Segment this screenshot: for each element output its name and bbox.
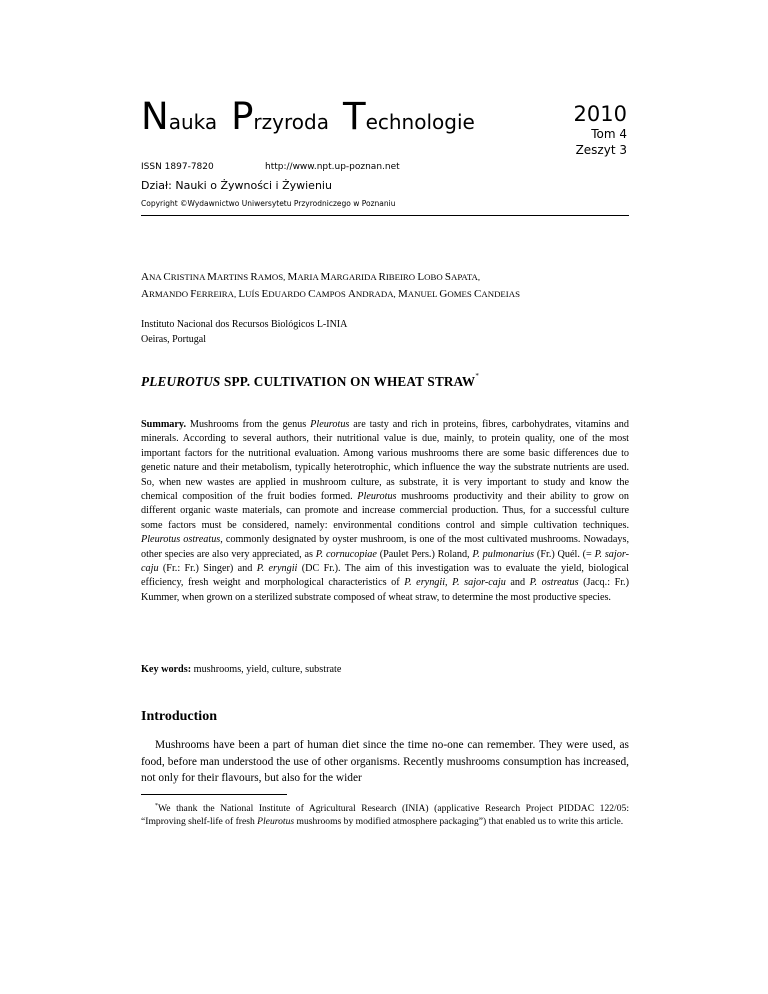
text-run: , commonly designated by oyster mushroom, is one of the most cultivated mushrooms. Nowadays, other species are also very appreciated, as bbox=[141, 534, 629, 560]
author-name-initial: R bbox=[378, 271, 386, 283]
author-name-smallcaps: ERREIRA, bbox=[196, 289, 239, 299]
issn-url-line bbox=[141, 162, 400, 172]
species-name: P. sajor-caju bbox=[141, 548, 629, 575]
author-name-initial: F bbox=[190, 288, 197, 300]
journal-name-word-1: Nauka bbox=[141, 95, 218, 138]
text-run: (Fr.) Quél. (= bbox=[534, 548, 595, 560]
author-name-initial: C bbox=[474, 288, 482, 300]
text-run: (Paulet Pers.) Roland, bbox=[376, 548, 473, 560]
text-run: (Jacq.: Fr.) Kummer, when grown on a sterilized substrate composed of wheat straw, to determine the most productive species. bbox=[141, 577, 630, 603]
author-line-2 bbox=[141, 286, 631, 303]
keywords bbox=[141, 664, 341, 675]
author-name-smallcaps: RMANDO bbox=[148, 289, 191, 299]
footnote-divider bbox=[141, 794, 287, 795]
author-name-smallcaps: DUARDO bbox=[268, 289, 309, 299]
species-name: Pleurotus bbox=[257, 816, 295, 827]
author-name-initial: E bbox=[261, 288, 269, 300]
species-name: P. eryngii bbox=[404, 577, 446, 589]
title-rest: SPP. CULTIVATION ON WHEAT STRAW bbox=[220, 374, 476, 389]
author-line-1 bbox=[141, 269, 631, 286]
journal-title bbox=[141, 95, 489, 138]
introduction-paragraph: Mushrooms have been a part of human diet since the time no-one can remember. They were used, as food, before man understood the use of other organisms. Recently mushrooms consumption has increased, not only for their flavours, but also for the wider bbox=[141, 739, 629, 784]
introduction-body bbox=[141, 737, 629, 787]
author-name-initial: L bbox=[238, 288, 246, 300]
author-name-initial: A bbox=[141, 288, 149, 300]
author-name-smallcaps: OMES bbox=[447, 289, 475, 299]
title-genus: PLEUROTUS bbox=[141, 374, 221, 389]
species-name: Pleurotus bbox=[357, 491, 397, 503]
text-run: and bbox=[505, 577, 530, 589]
journal-name-word-3: Technologie bbox=[342, 95, 475, 138]
author-name-initial: M bbox=[320, 271, 331, 283]
author-name-initial: A bbox=[141, 271, 149, 283]
species-name: P. cornucopiae bbox=[315, 548, 377, 560]
author-name-smallcaps: AMOS, bbox=[257, 272, 288, 282]
text-run: are tasty and rich in proteins, fibres, carbohydrates, vitamins and minerals. According to several authors, their nutritional value is due, mainly, to protein quality, one of the most important factors for the nutritional evaluation. Among various mushrooms there are some basic differences due to genetic nature and their metabolism, typically heterotrophic, which influence the way the substrate nutrients are used. So, when new wastes are applied in mushroom culture, as substrate, it is very important to study and know the chemical composition of the fruit bodies formed. bbox=[141, 419, 629, 503]
title-footnote-mark: * bbox=[475, 372, 480, 380]
text-run: (Fr.: Fr.) Singer) and bbox=[158, 563, 257, 575]
issn: ISSN 1897-7820 bbox=[141, 162, 214, 172]
affiliation-institute: Instituto Nacional dos Recursos Biológicos L-INIA bbox=[141, 319, 348, 330]
author-name-initial: M bbox=[287, 271, 298, 283]
author-name-initial: M bbox=[397, 288, 408, 300]
journal-name-word-2: Przyroda bbox=[231, 95, 329, 138]
summary-abstract bbox=[141, 418, 629, 605]
author-name-initial: C bbox=[163, 271, 171, 283]
footnote-text bbox=[141, 803, 629, 827]
species-name: Pleurotus bbox=[310, 419, 350, 430]
author-name-smallcaps: APATA, bbox=[451, 272, 481, 282]
species-name: P. ostreatus bbox=[529, 577, 579, 589]
copyright-notice: Copyright ©Wydawnictwo Uniwersytetu Przyrodniczego w Poznaniu bbox=[141, 199, 396, 208]
author-name-smallcaps: ARIA bbox=[297, 272, 321, 282]
journal-section: Dział: Nauki o Żywności i Żywieniu bbox=[141, 179, 332, 192]
volume: Tom 4 bbox=[591, 127, 627, 141]
author-name-smallcaps: OBO bbox=[424, 272, 445, 282]
issue-info bbox=[574, 102, 627, 158]
text-run: mushrooms productivity and their ability to grow on different organic waste materials, can promote and increase commercial production. Thus, for a successful culture some factors must be considered, namely: environmental conditions control and simple cultivation techniques. bbox=[141, 491, 629, 531]
author-name-initial: S bbox=[444, 271, 451, 283]
text-run: Mushrooms from the genus bbox=[186, 419, 311, 430]
species-name: Pleurotus ostreatus bbox=[141, 534, 221, 546]
affiliation-location: Oeiras, Portugal bbox=[141, 334, 206, 345]
author-name-initial: R bbox=[250, 271, 258, 283]
author-name-initial: M bbox=[207, 271, 217, 283]
author-name-smallcaps: IBEIRO bbox=[385, 272, 418, 282]
article-title bbox=[141, 372, 479, 390]
species-name: P. pulmonarius bbox=[472, 548, 535, 560]
author-name-smallcaps: ARTINS bbox=[216, 272, 251, 282]
keywords-label: Key words: bbox=[141, 664, 192, 675]
summary-label: Summary. bbox=[141, 419, 186, 430]
text-run: (DC Fr.). The aim of this investigation was to evaluate the yield, biological efficiency, fresh weight and morphological characteristics of bbox=[141, 563, 630, 589]
footnote-mark: * bbox=[155, 803, 158, 809]
footnote bbox=[141, 800, 629, 828]
author-name-initial: C bbox=[308, 288, 316, 300]
species-name: P. eryngii bbox=[256, 563, 298, 575]
text-run: We thank the National Institute of Agricultural Research (INIA) (applicative Research Project PIDDAC 122/05: “Improving shelf-life of fresh bbox=[141, 803, 629, 827]
author-name-smallcaps: UÍS bbox=[245, 289, 262, 299]
author-name-initial: A bbox=[347, 288, 356, 300]
author-name-initial: G bbox=[439, 288, 448, 300]
author-list bbox=[141, 269, 631, 303]
author-name-smallcaps: ANUEL bbox=[407, 289, 440, 299]
author-name-smallcaps: NDRADA, bbox=[355, 289, 398, 299]
year: 2010 bbox=[573, 102, 627, 126]
text-run: mushrooms by modified atmosphere packaging”) that enabled us to write this article. bbox=[294, 816, 624, 827]
species-name: P. sajor-caju bbox=[452, 577, 506, 589]
author-name-smallcaps: AMPOS bbox=[315, 289, 348, 299]
author-name-initial: L bbox=[417, 271, 425, 283]
issue-number: Zeszyt 3 bbox=[575, 143, 627, 157]
author-name-smallcaps: RISTINA bbox=[170, 272, 208, 282]
summary-text bbox=[141, 419, 629, 603]
keywords-text: mushrooms, yield, culture, substrate bbox=[191, 664, 342, 675]
author-name-smallcaps: ANDEIAS bbox=[481, 289, 520, 299]
text-run: , bbox=[445, 577, 453, 589]
journal-url-link[interactable]: http://www.npt.up-poznan.net bbox=[265, 162, 400, 172]
header-divider bbox=[141, 215, 629, 216]
author-name-smallcaps: ARGARIDA bbox=[330, 272, 379, 282]
section-heading-introduction: Introduction bbox=[141, 709, 217, 724]
author-name-smallcaps: NA bbox=[148, 272, 164, 282]
affiliation bbox=[141, 317, 347, 347]
